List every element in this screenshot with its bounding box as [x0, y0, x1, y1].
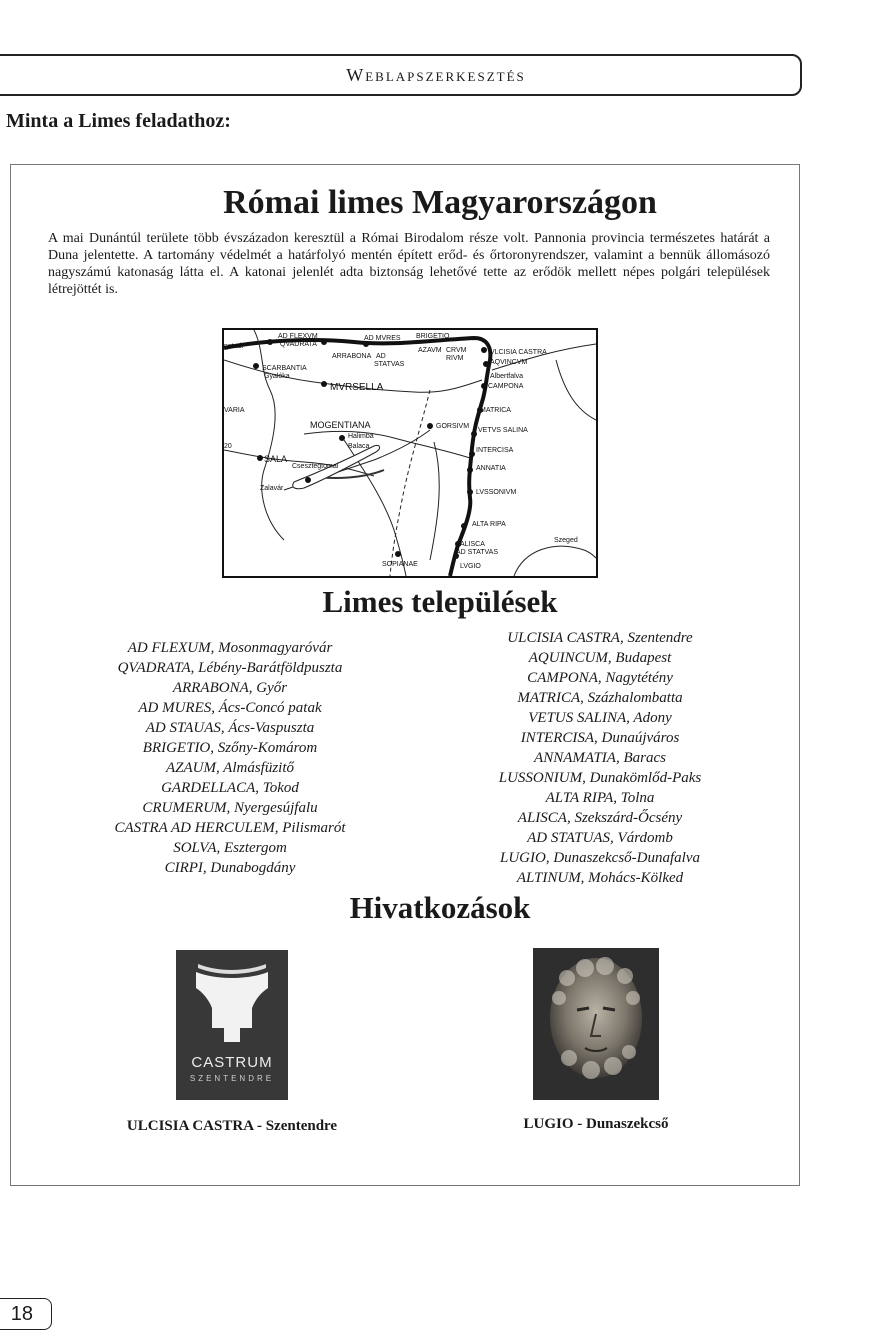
map-label: Zalavár: [260, 485, 284, 492]
settlement-item: AD STAUAS, Ács-Vaspuszta: [145, 720, 315, 736]
map-label: Balaca: [348, 443, 370, 450]
intro-paragraph: A mai Dunántúl területe több évszázadon keresztül a Római Birodalom része volt. Pannonia provincia természetes határát a Duna jelentette. A tartomány védelmét a határfolyó mentén épített erőd- és őrtoronyrendszer, valamint a bennük állomásozó nagyszámú katonaság látta el. A katonai jelenlét adta biztonság lehetővé tette az erődök mellett népes polgári települések létrejöttét is.: [48, 231, 770, 297]
map-label: STATVAS: [374, 361, 405, 368]
map-label: Halimba: [348, 433, 374, 440]
settlement-item: AD STATUAS, Várdomb: [527, 830, 673, 846]
map-label: Csesztegtomai: [292, 463, 339, 470]
map-label: nstadt: [224, 343, 244, 350]
references-heading: Hivatkozások: [349, 890, 531, 925]
map-label: INTERCISA: [476, 447, 514, 454]
sculpture-head-icon: [533, 948, 659, 1100]
settlements-right-column: [430, 628, 770, 888]
settlement-item: ALISCA, Szekszárd-Őcsény: [517, 810, 683, 826]
settlement-item: CAMPONA, Nagytétény: [527, 670, 673, 686]
castrum-logo-image: [176, 950, 288, 1100]
settlement-item: ALTINUM, Mohács-Kölked: [516, 870, 684, 886]
settlement-item: AD FLEXUM, Mosonmagyaróvár: [127, 640, 333, 656]
map-label: VARIA: [224, 407, 245, 414]
settlement-item: AD MURES, Ács-Concó patak: [138, 700, 322, 716]
map-label: AD: [376, 353, 386, 360]
map-label: QVADRATA: [280, 341, 317, 348]
settlement-item: LUSSONIUM, Dunakömlőd-Paks: [498, 770, 702, 786]
settlement-item: ARRABONA, Győr: [172, 680, 288, 696]
settlement-item: BRIGETIO, Szőny-Komárom: [142, 740, 318, 756]
chapter-title: Weblapszerkesztés: [346, 64, 526, 85]
map-label: Szeged: [554, 537, 578, 544]
map-label: ANNATIA: [476, 465, 506, 472]
map-label: AQVINCVM: [490, 359, 528, 366]
map-label: SALA: [264, 454, 288, 464]
settlements-left-column: [60, 638, 400, 878]
marcus-aurelius-head-image: [533, 948, 659, 1100]
settlement-item: CRUMERUM, Nyergesújfalu: [142, 800, 318, 816]
map-label: MVRSELLA: [330, 382, 384, 393]
settlement-item: ANNAMATIA, Baracs: [534, 750, 666, 766]
page-number: 18: [0, 1298, 52, 1330]
map-label: AD STATVAS: [456, 549, 499, 556]
map-label: SOPIANAE: [382, 561, 418, 568]
map-label: RIVM: [446, 355, 464, 362]
map-label: GORSIVM: [436, 423, 470, 430]
map-label: ARRABONA: [332, 353, 372, 360]
map-label: AZAVM: [418, 347, 442, 354]
settlements-heading: Limes települések: [322, 584, 558, 619]
settlement-item: QVADRATA, Lébény-Barátföldpuszta: [117, 660, 343, 676]
settlement-item: ULCISIA CASTRA, Szentendre: [507, 630, 693, 646]
settlement-item: LUGIO, Dunaszekcső-Dunafalva: [500, 850, 700, 866]
map-drawing: [224, 330, 596, 576]
settlement-item: CASTRA AD HERCULEM, Pilismarót: [114, 820, 346, 836]
castrum-logo-subtext: SZENTENDRE: [189, 1074, 275, 1083]
settlement-item: ALTA RIPA, Tolna: [545, 790, 655, 806]
map-label: MATRICA: [480, 407, 511, 414]
map-label: CRVM: [446, 347, 467, 354]
lugio-caption: LUGIO - Dunaszekcső: [523, 1116, 669, 1132]
map-label: AD MVRES: [364, 335, 401, 342]
settlement-item: AQUINCUM, Budapest: [528, 650, 672, 666]
castrum-logo-text: CASTRUM: [191, 1054, 273, 1071]
map-label: SCARBANTIA: [262, 365, 307, 372]
castrum-caption: ULCISIA CASTRA - Szentendre: [126, 1118, 338, 1134]
map-label: BRIGETIO: [416, 333, 450, 340]
map-label: MOGENTIANA: [310, 420, 371, 430]
tower-icon: [176, 950, 288, 1050]
settlement-item: AZAUM, Almásfüzitő: [165, 760, 295, 776]
chapter-header: [0, 54, 802, 96]
page-title: Római limes Magyarországon: [223, 184, 657, 221]
settlement-item: GARDELLACA, Tokod: [161, 780, 299, 796]
map-label: Gyalóka: [264, 373, 290, 380]
map-label: 20: [224, 443, 232, 450]
map-label: VETVS SALINA: [478, 427, 528, 434]
map-label: LVGIO: [460, 563, 481, 570]
map-label: Albertfalva: [490, 373, 524, 380]
map-label: CAMPONA: [488, 383, 524, 390]
map-label: AD FLEXVM: [278, 333, 318, 340]
settlement-item: MATRICA, Százhalombatta: [517, 690, 683, 706]
settlement-item: INTERCISA, Dunaújváros: [520, 730, 680, 746]
map-label: ALTA RIPA: [472, 521, 506, 528]
map-label: ALISCA: [460, 541, 485, 548]
settlement-item: VETUS SALINA, Adony: [528, 710, 672, 726]
limes-map: [222, 328, 598, 578]
map-label: LVSSONIVM: [476, 489, 517, 496]
settlement-item: SOLVA, Esztergom: [173, 840, 287, 856]
task-subtitle: Minta a Limes feladathoz:: [6, 110, 231, 132]
map-label: VLCISIA CASTRA: [490, 349, 547, 356]
settlement-item: CIRPI, Dunabogdány: [164, 860, 296, 876]
